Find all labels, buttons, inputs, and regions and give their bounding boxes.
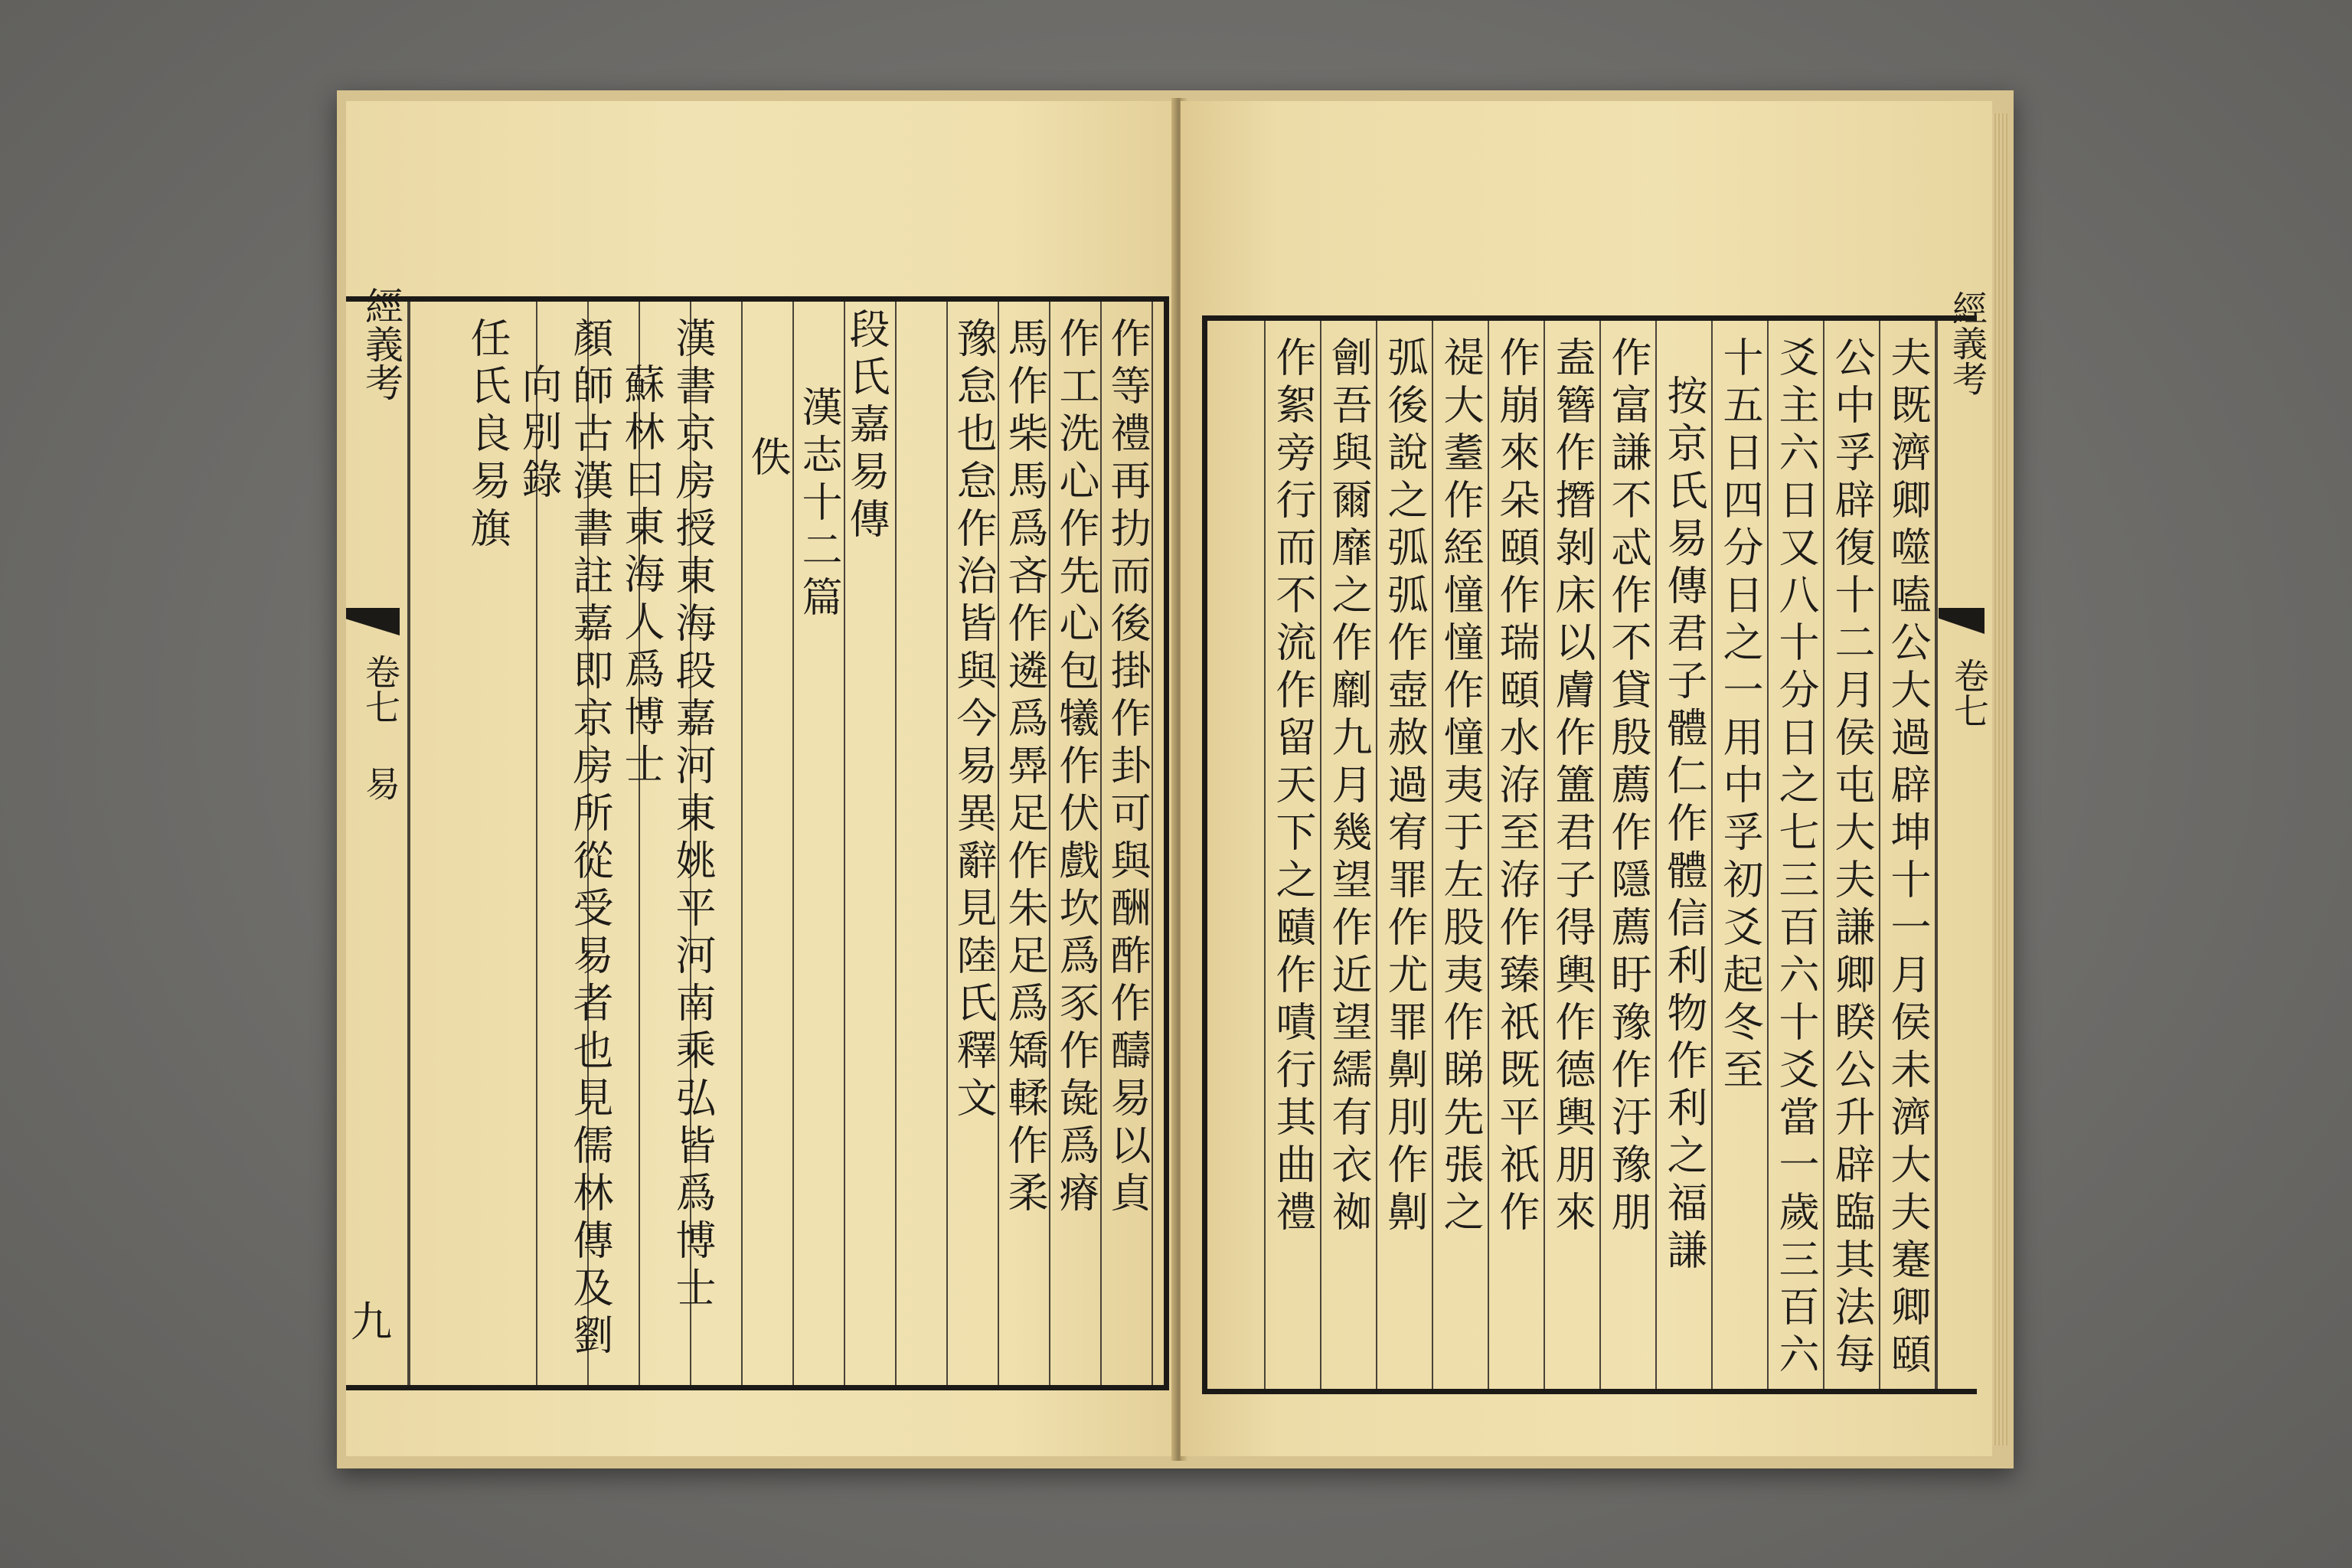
- left-col-3: 馬作柴馬爲吝作遴爲馵足作朱足爲矯輮作柔: [1001, 317, 1048, 1219]
- right-fishtail-mark: [1939, 608, 1984, 634]
- left-col-8: 漢書京房授東海段嘉河東姚平河南乘弘皆爲博士: [669, 317, 716, 1314]
- right-col-4: 十五日四分日之一用中孚初爻起冬至: [1717, 336, 1763, 1096]
- right-col-7: 盍簪作撍剝床以膚作簠君子得輿作德輿朋來: [1549, 336, 1596, 1238]
- left-col-heading: 段氏嘉易傳: [843, 308, 890, 545]
- left-col-10: 顏師古漢書註嘉即京房所從受易者也見儒林傳及劉: [567, 317, 613, 1361]
- open-book: [337, 90, 2037, 1468]
- left-fold-title: 經義考: [359, 286, 403, 401]
- right-col-11: 劊吾與爾靡之作劘九月幾望作近望繻有衣袽: [1325, 336, 1372, 1238]
- left-col-12: 任氏良易旗: [464, 317, 511, 554]
- left-fold-chapter: 卷七 易: [360, 654, 401, 801]
- right-page: [1181, 101, 1992, 1456]
- right-fold-title: 經義考: [1947, 290, 1988, 396]
- left-col-2: 作工洗心作先心包犧作伏戲坎爲豕作彘爲瘠: [1053, 317, 1099, 1219]
- right-col-8: 作崩來朵頤作瑞頤水洊至洊作臻祇既平祇作: [1493, 336, 1540, 1238]
- left-fishtail-mark: [346, 608, 400, 635]
- right-fold-chapter: 卷七: [1949, 658, 1990, 728]
- left-col-4: 豫怠也怠作治皆與今易異辭見陸氏釋文: [950, 317, 997, 1124]
- right-col-1: 夫既濟卿噬嗑公大過辟坤十一月侯未濟大夫蹇卿頤: [1884, 336, 1931, 1380]
- right-col-12: 作絮旁行而不流作留天下之賾作嘖行其曲禮: [1269, 336, 1316, 1238]
- right-col-3: 爻主六日又八十分日之七三百六十爻當一歲三百六: [1772, 336, 1819, 1380]
- page-edges: [1992, 113, 2007, 1446]
- right-col-9: 禔大耋作絰憧憧作憧夷于左股夷作睇先張之: [1437, 336, 1484, 1238]
- left-print-frame: [346, 286, 1169, 1390]
- left-page-number: 九: [351, 1298, 392, 1346]
- right-col-5: 按京氏易傳君子體仁作體信利物作利之福謙: [1661, 374, 1707, 1276]
- left-col-1: 作等禮再扐而後掛作卦可與酬酢作醻易以貞: [1104, 317, 1151, 1219]
- right-col-2: 公中孚辟復十二月侯屯大夫謙卿睽公升辟臨其法每: [1828, 336, 1875, 1380]
- left-col-9: 蘇林曰東海人爲博士: [618, 363, 665, 790]
- left-page: [346, 101, 1177, 1456]
- right-col-6: 作富謙不忒作不貸殷薦作隱薦盱豫作汙豫朋: [1605, 336, 1651, 1238]
- left-col-6: 漢志十二篇: [795, 386, 842, 623]
- right-col-10: 弧後說之弧弧作壺赦過宥罪作尤罪劓刖作劓: [1381, 336, 1428, 1238]
- left-col-11: 向別錄: [515, 363, 562, 505]
- left-col-7: 佚: [744, 436, 791, 483]
- right-print-frame: [1202, 290, 1990, 1394]
